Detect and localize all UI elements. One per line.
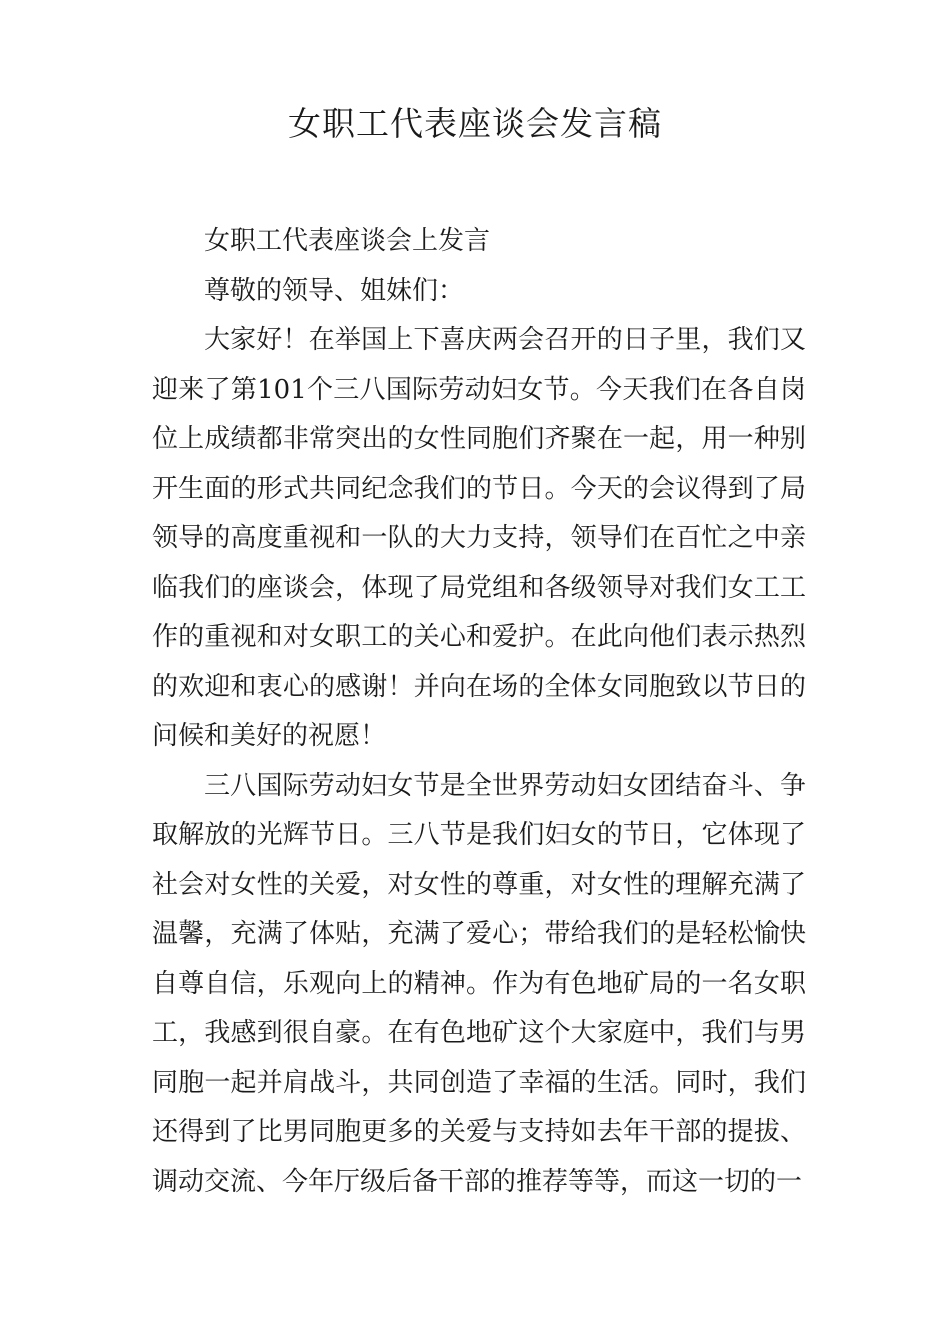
paragraph-greeting: 大家好！在举国上下喜庆两会召开的日子里，我们又迎来了第101个三八国际劳动妇女节。今天我们在各自岗位上成绩都非常突出的女性同胞们齐聚在一起，用一种别开生面的形式共同纪念我们的节日。今天的会议得到了局领导的高度重视和一队的大力支持，领导们在百忙之中亲临我们的座谈会，体现了局党组和各级领导对我们女工工作的重视和对女职工的关心和爱护。在此向他们表示热烈的欢迎和衷心的感谢！并向在场的全体女同胞致以节日的问候和美好的祝愿！ (152, 325, 806, 751)
paragraph-salutation: 尊敬的领导、姐妹们： (204, 275, 465, 306)
paragraph-womens-day: 三八国际劳动妇女节是全世界劳动妇女团结奋斗、争取解放的光辉节日。三八节是我们妇女的节日，它体现了社会对女性的关爱，对女性的尊重，对女性的理解充满了温馨，充满了体贴，充满了爱心；带给我们的是轻松愉快自尊自信，乐观向上的精神。作为有色地矿局的一名女职工，我感到很自豪。在有色地矿这个大家庭中，我们与男同胞一起并肩战斗，共同创造了幸福的生活。同时，我们还得到了比男同胞更多的关爱与支持如去年干部的提拔、调动交流、今年厅级后备干部的推荐等等，而这一切的一 (152, 770, 806, 1197)
document-title: 女职工代表座谈会发言稿 (288, 104, 662, 143)
paragraph-subtitle: 女职工代表座谈会上发言 (204, 226, 491, 256)
document-body (152, 217, 806, 1207)
